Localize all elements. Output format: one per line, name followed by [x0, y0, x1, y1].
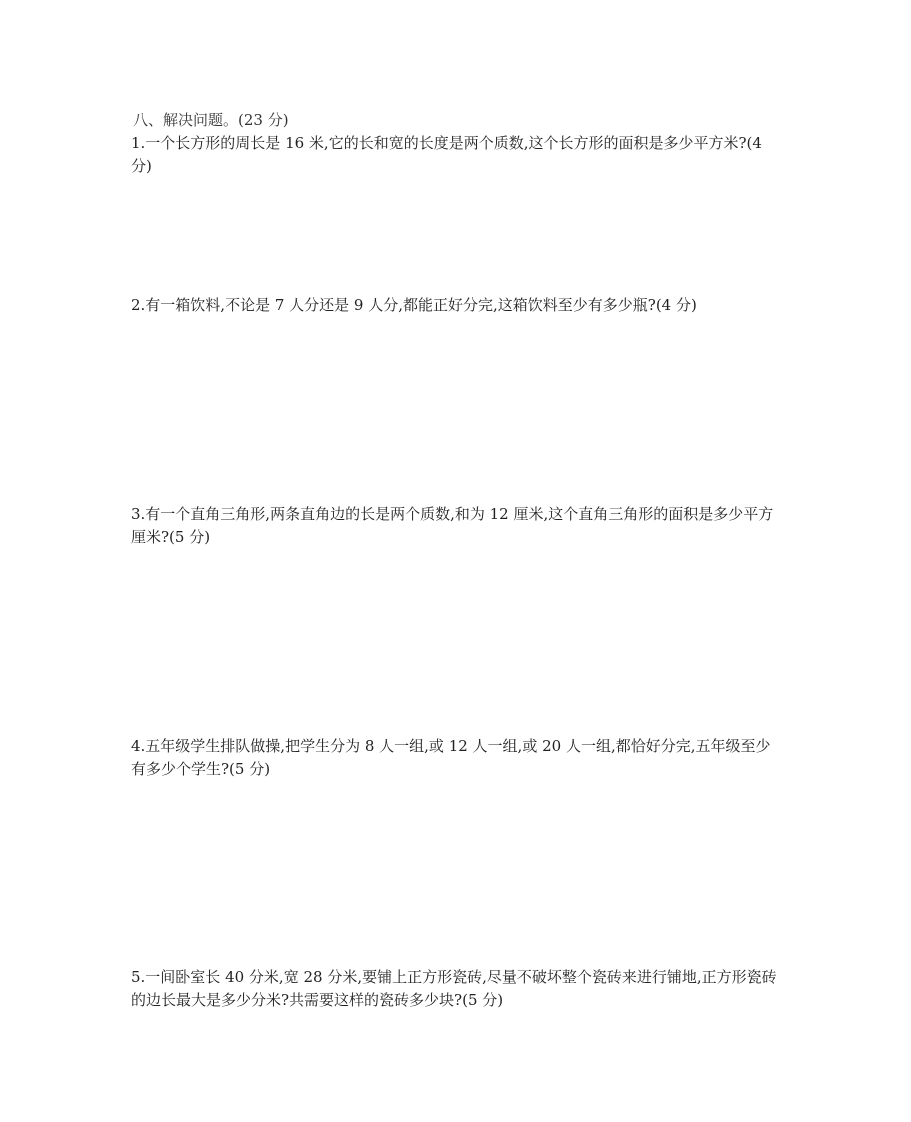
section-title: 八、解决问题。(23 分): [133, 111, 289, 129]
question-2: 2.有一箱饮料,不论是 7 人分还是 9 人分,都能正好分完,这箱饮料至少有多少瓶?(4 分): [131, 296, 697, 314]
question-1: 1.一个长方形的周长是 16 米,它的长和宽的长度是两个质数,这个长方形的面积是多少平方米?(4 分): [131, 134, 762, 175]
question-5: 5.一间卧室长 40 分米,宽 28 分米,要铺上正方形瓷砖,尽量不破坏整个瓷砖来进行铺地,正方形瓷砖的边长最大是多少分米?共需要这样的瓷砖多少块?(5 分): [131, 968, 777, 1009]
question-4: 4.五年级学生排队做操,把学生分为 8 人一组,或 12 人一组,或 20 人一组,都恰好分完,五年级至少有多少个学生?(5 分): [131, 737, 771, 778]
question-3: 3.有一个直角三角形,两条直角边的长是两个质数,和为 12 厘米,这个直角三角形的面积是多少平方厘米?(5 分): [131, 505, 774, 546]
